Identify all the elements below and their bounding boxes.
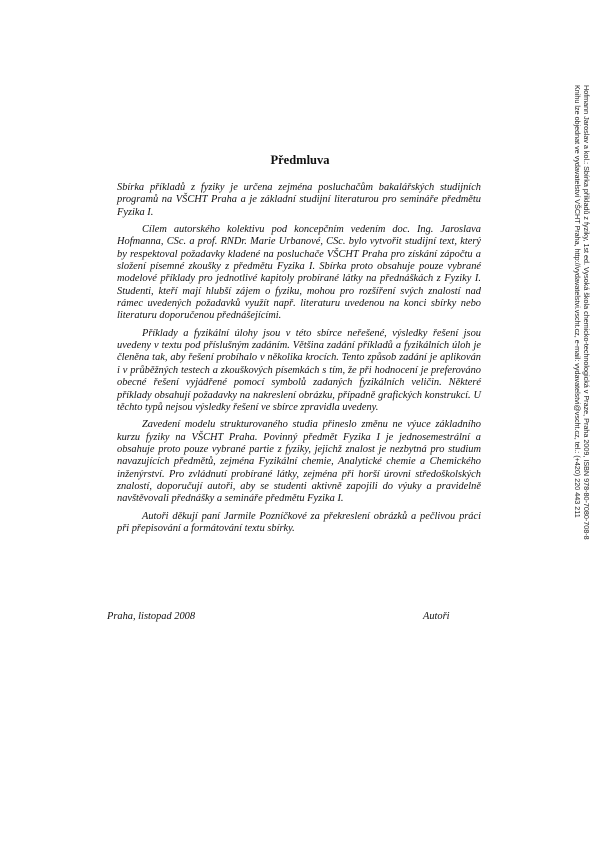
paragraph: Cílem autorského kolektivu pod koncepčním vedením doc. Ing. Jaroslava Hofmanna, CSc. a prof. RNDr. Marie Urbanové, CSc. bylo vytvořit studijní text, který by respektoval požadavky kladené na posluchače VŠCHT Praha pro získání zápočtu a složení písemné zkoušky z předmětu Fyzika I. Sbírka proto obsahuje pouze vybrané modelové příklady pro jednotlivé kapitoly probírané látky na přednáškách z Fyziky I. Studenti, kteří mají hlubší zájem o fyziku, mohou pro rozšíření svých znalostí nad rámec uvedených požadavků využít např. literaturu uvedenou na konci sbírky nebo literaturu doporučenou přednášejícími. [117, 224, 481, 322]
signature: Autoři [423, 611, 450, 622]
paragraph: Sbírka příkladů z fyziky je určena zejména posluchačům bakalářských studijních programů na VŠCHT Praha a je základní studijní literaturou pro semináře předmětu Fyzika I. [117, 182, 481, 218]
page-title: Předmluva [270, 153, 330, 167]
citation-line: Hofmann Jaroslav a kol.: Sbírka příkladů z fyziky, 1st ed. Vysoká škola chemicko-technologická v Praze, Praha 2009, ISBN 978-80-7080-708-8 [582, 85, 591, 540]
paragraph: Autoři děkují paní Jarmile Pozníčkové za překreslení obrázků a pečlivou práci při přepisování a formátování textu sbírky. [117, 510, 481, 534]
paragraph: Zavedení modelu strukturovaného studia přineslo změnu ne výuce základního kurzu fyziky na VŠCHT Praha. Povinný předmět Fyzika I je jednosemestrální a obsahuje proto pouze vybrané partie z fyziky, jejichž znalost je nezbytná pro studium navazujících předmětů, zejména Fyzikální chemie, Analytické chemie a Chemického inženýrství. Pro zvládnutí probírané látky, zejména při horší úrovni středoškolských znalostí, doporučují autoři, aby se studenti aktivně zapojili do výuky a pravidelně navštěvovali přednášky a semináře předmětu Fyzika I. [117, 419, 481, 505]
order-info-line: Knihu lze objednat ve vydavatelství VŠCHT Praha, http://vydavatelstvi.vscht.cz, e-mail: vydavatelstvi@vscht.cz, tel.: (+420) 220 443 211 [572, 85, 582, 518]
paragraph: Příklady a fyzikální úlohy jsou v této sbírce neřešené, výsledky řešení jsou uvedeny v textu pod příslušným zadáním. Většina zadání příkladů a fyzikálních úloh je členěna tak, aby řešení probíhalo v několika krocích. Tento způsob zadání je aplikován i v průběžných testech a zkouškových písemkách s tím, že při hodnocení je preferováno obecné řešení vyjádřené pomocí symbolů zadaných fyzikálních veličin. Některé příklady obsahují požadavky na nakreslení obrázku, případně grafických konstrukcí. U těchto typů nejsou výsledky řešení ve sbírce zpravidla uvedeny. [117, 327, 481, 413]
place-and-date: Praha, listopad 2008 [107, 611, 196, 622]
preface-body [117, 182, 481, 540]
